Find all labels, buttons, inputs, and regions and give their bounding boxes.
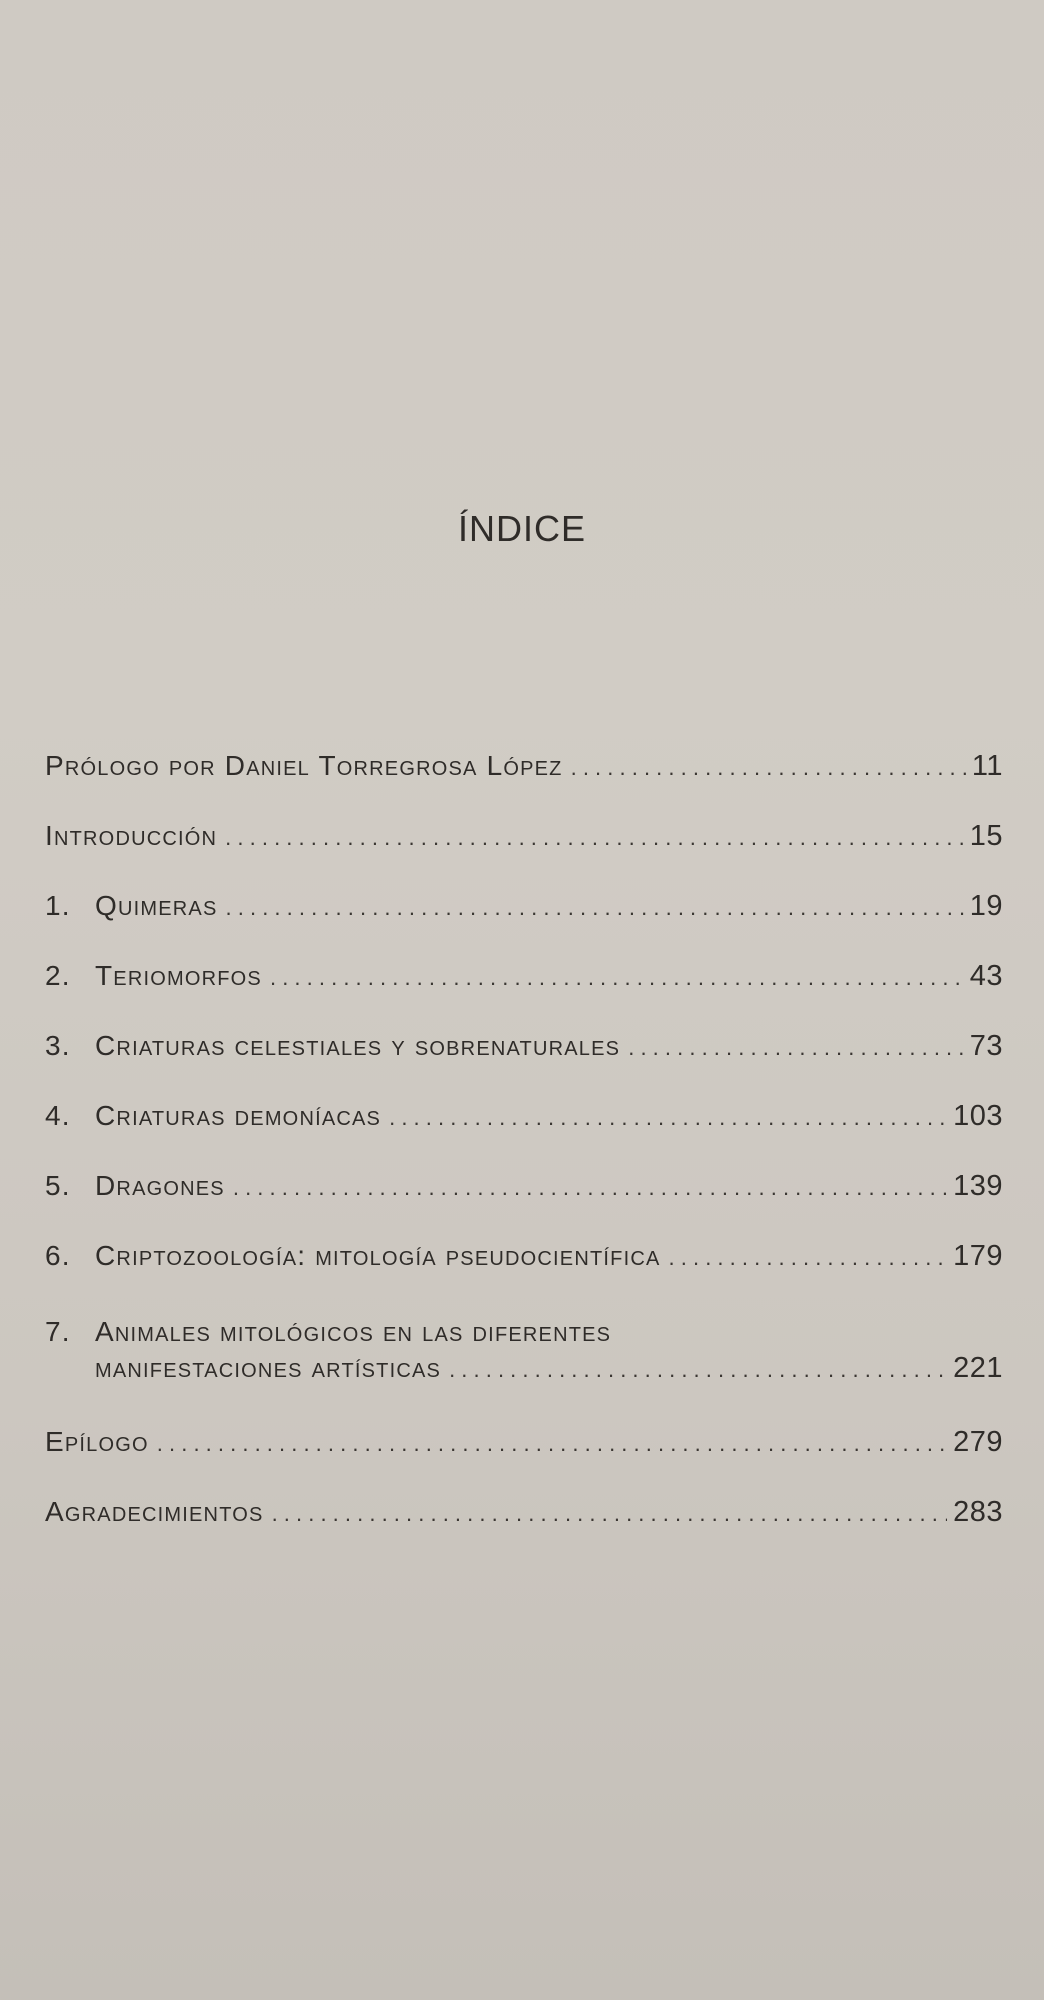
toc-entry-label: Criptozoología: mitología pseudocientífica — [95, 1240, 661, 1271]
leader-dots — [226, 890, 964, 926]
toc-entry-prologue — [45, 748, 1003, 784]
leader-dots — [389, 1100, 947, 1136]
toc-entry-label: Criaturas demoníacas — [95, 1100, 382, 1131]
chapter-number: 3. — [45, 1030, 71, 1061]
chapter-number: 7. — [45, 1316, 71, 1347]
leader-dots — [669, 1240, 948, 1276]
page-title: ÍNDICE — [457, 508, 586, 549]
toc-page-number: 221 — [953, 1352, 1003, 1384]
toc-entry-label: Epílogo — [45, 1426, 149, 1457]
leader-dots — [270, 960, 964, 996]
toc-entry-label-line1: Animales mitológicos en las diferentes — [95, 1316, 612, 1347]
toc-entry-label: Teriomorfos — [95, 960, 262, 991]
toc-entry-label: Agradecimientos — [45, 1496, 264, 1527]
toc-entry-chapter-7 — [45, 1314, 1003, 1386]
toc-page-number: 11 — [971, 750, 1003, 782]
toc-entry-label-line2: manifestaciones artísticas — [95, 1352, 442, 1383]
chapter-number: 1. — [45, 890, 71, 921]
toc-entry-chapter-6 — [45, 1238, 1003, 1274]
toc-page-number: 19 — [969, 890, 1003, 922]
toc-entry-chapter-3 — [45, 1028, 1003, 1064]
chapter-number: 4. — [45, 1100, 71, 1131]
toc-page-number: 279 — [953, 1426, 1003, 1458]
chapter-number: 6. — [45, 1240, 71, 1271]
toc-page-number: 179 — [953, 1240, 1003, 1272]
leader-dots — [225, 820, 964, 856]
leader-dots — [628, 1030, 964, 1066]
chapter-number: 5. — [45, 1170, 71, 1201]
toc-entry-chapter-5 — [45, 1168, 1003, 1204]
leader-dots — [272, 1496, 948, 1532]
toc-entry-chapter-4 — [45, 1098, 1003, 1134]
chapter-number: 2. — [45, 960, 71, 991]
toc-entry-chapter-1 — [45, 888, 1003, 924]
leader-dots — [157, 1426, 947, 1462]
toc-page-number: 43 — [969, 960, 1003, 992]
toc-entry-acknowledgements — [45, 1494, 1003, 1530]
leader-dots — [571, 750, 966, 786]
toc-page-number: 103 — [953, 1100, 1003, 1132]
toc-entry-label: Quimeras — [95, 890, 218, 921]
toc-page-number: 139 — [953, 1170, 1003, 1202]
leader-dots — [233, 1170, 947, 1206]
toc-entry-label: Prólogo por Daniel Torregrosa López — [45, 750, 563, 781]
toc-entry-label: Introducción — [45, 820, 218, 851]
toc-entry-label: Criaturas celestiales y sobrenaturales — [95, 1030, 621, 1061]
leader-dots — [449, 1352, 947, 1388]
toc-entry-label: Dragones — [95, 1170, 225, 1201]
toc-entry-epilogue — [45, 1424, 1003, 1460]
toc-page-number: 15 — [969, 820, 1003, 852]
toc-page-number: 283 — [953, 1496, 1003, 1528]
toc-entry-chapter-2 — [45, 958, 1003, 994]
toc-entry-introduction — [45, 818, 1003, 854]
toc-page-number: 73 — [969, 1030, 1003, 1062]
